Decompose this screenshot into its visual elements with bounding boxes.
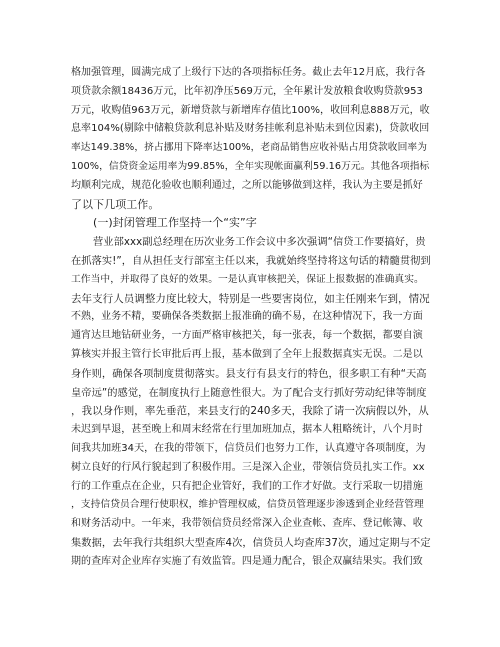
paragraph-line: 算核实并报主管行长审批后再上报，基本做到了全年上报数据真实无误。二是以: [71, 348, 423, 360]
paragraph-line: 100%，信贷资金运用率为99.85%，全年实现帐面赢利59.16万元。其他各项指标: [71, 160, 430, 172]
section-heading: (一)封闭管理工作坚持一个“实”字: [93, 216, 257, 230]
paragraph-line: 间我共加班34天，在我的带领下，信贷员们也努力工作，认真遵守各项制度，为: [71, 442, 426, 454]
paragraph-line: 不熟，业务不精，要确保各类数据上报准确的确不易，在这种情况下，我一方面: [71, 311, 423, 323]
paragraph-line: 树立良好的行风行貌起到了积极作用。三是深入企业，带领信贷员扎实工作。xx: [71, 461, 425, 473]
paragraph-line: 集数据，去年我行共组织大型查库4次，信贷员人均查库37次，通过定期与不定: [71, 536, 431, 549]
paragraph-line: 格加强管理，圆满完成了上级行下达的各项指标任务。截止去年12月底，我行各: [71, 67, 426, 78]
paragraph-line: 皇帝远”的感觉，在制度执行上随意性很大。为了配合支行抓好劳动纪律等制度: [71, 386, 427, 399]
paragraph-line: 均顺利完成，规范化验收也顺利通过，之所以能够做到这样，我认为主要是抓好: [71, 179, 423, 191]
paragraph-line: ，支持信贷员合理行使职权，维护管理权威，信贷员管理逐步渗透到企业经营管理: [71, 499, 424, 511]
paragraph-line: 身作则，确保各项制度贯彻落实。县支行有县支行的特色，很多职工有种“天高: [71, 367, 427, 380]
paragraph-line: 万元，收购值963万元，新增贷款与新增库存值比100%，收回利息888万元，收: [71, 104, 430, 116]
paragraph-line: 未迟到早退，甚至晚上和周末经常在行里加班加点，据本人粗略统计，八个月时: [71, 424, 423, 436]
paragraph-line: 在抓落实!”，自从担任支行部室主任以来，我就始终坚持将这句话的精髓贯彻到: [71, 254, 431, 267]
paragraph-line: 去年支行人员调整力度比较大，特别是一些要害岗位，如主任刚来乍到，情况: [71, 292, 430, 305]
paragraph-line: 通宵达旦地钻研业务，一方面严格审核把关，每一张表，每一个数据，都要自演: [71, 330, 423, 342]
paragraph-line: 息率104%(剔除中储粮贷款利息补贴及财务挂帐利息补贴未到位因素)，贷款收回: [71, 123, 430, 135]
paragraph-line: 工作当中，并取得了良好的效果。一是认真审核把关，保证上报数据的准确真实。: [71, 273, 424, 285]
paragraph-line: 营业部xxx副总经理在历次业务工作会议中多次强调“信贷工作要搞好，贵: [93, 236, 426, 249]
document-body: [71, 64, 431, 572]
paragraph-line: 和财务活动中。一年来，我带领信贷员经常深入企业查帐、查库、登记帐簿、收: [71, 518, 423, 530]
paragraph-line: 项贷款余额18436万元，比年初净压569万元，全年累计发放粮食收购贷款953: [71, 85, 423, 97]
paragraph-line: ，我以身作则，率先垂范，来县支行的240多天，我除了请一次病假以外，从: [71, 405, 429, 418]
paragraph-line: 了以下几项工作。: [71, 197, 160, 211]
paragraph-line: 行的工作重点在企业，只有把企业管好，我们的工作才好做。支行采取一切措施: [71, 480, 423, 492]
paragraph-line: 期的查库对企业库存实施了有效监管。四是通力配合，银企双赢结果实。我们致: [71, 555, 423, 567]
paragraph-line: 率达149.38%，挤占挪用下降率达100%，老商品销售应收补贴占用贷款收回率为: [71, 142, 428, 154]
